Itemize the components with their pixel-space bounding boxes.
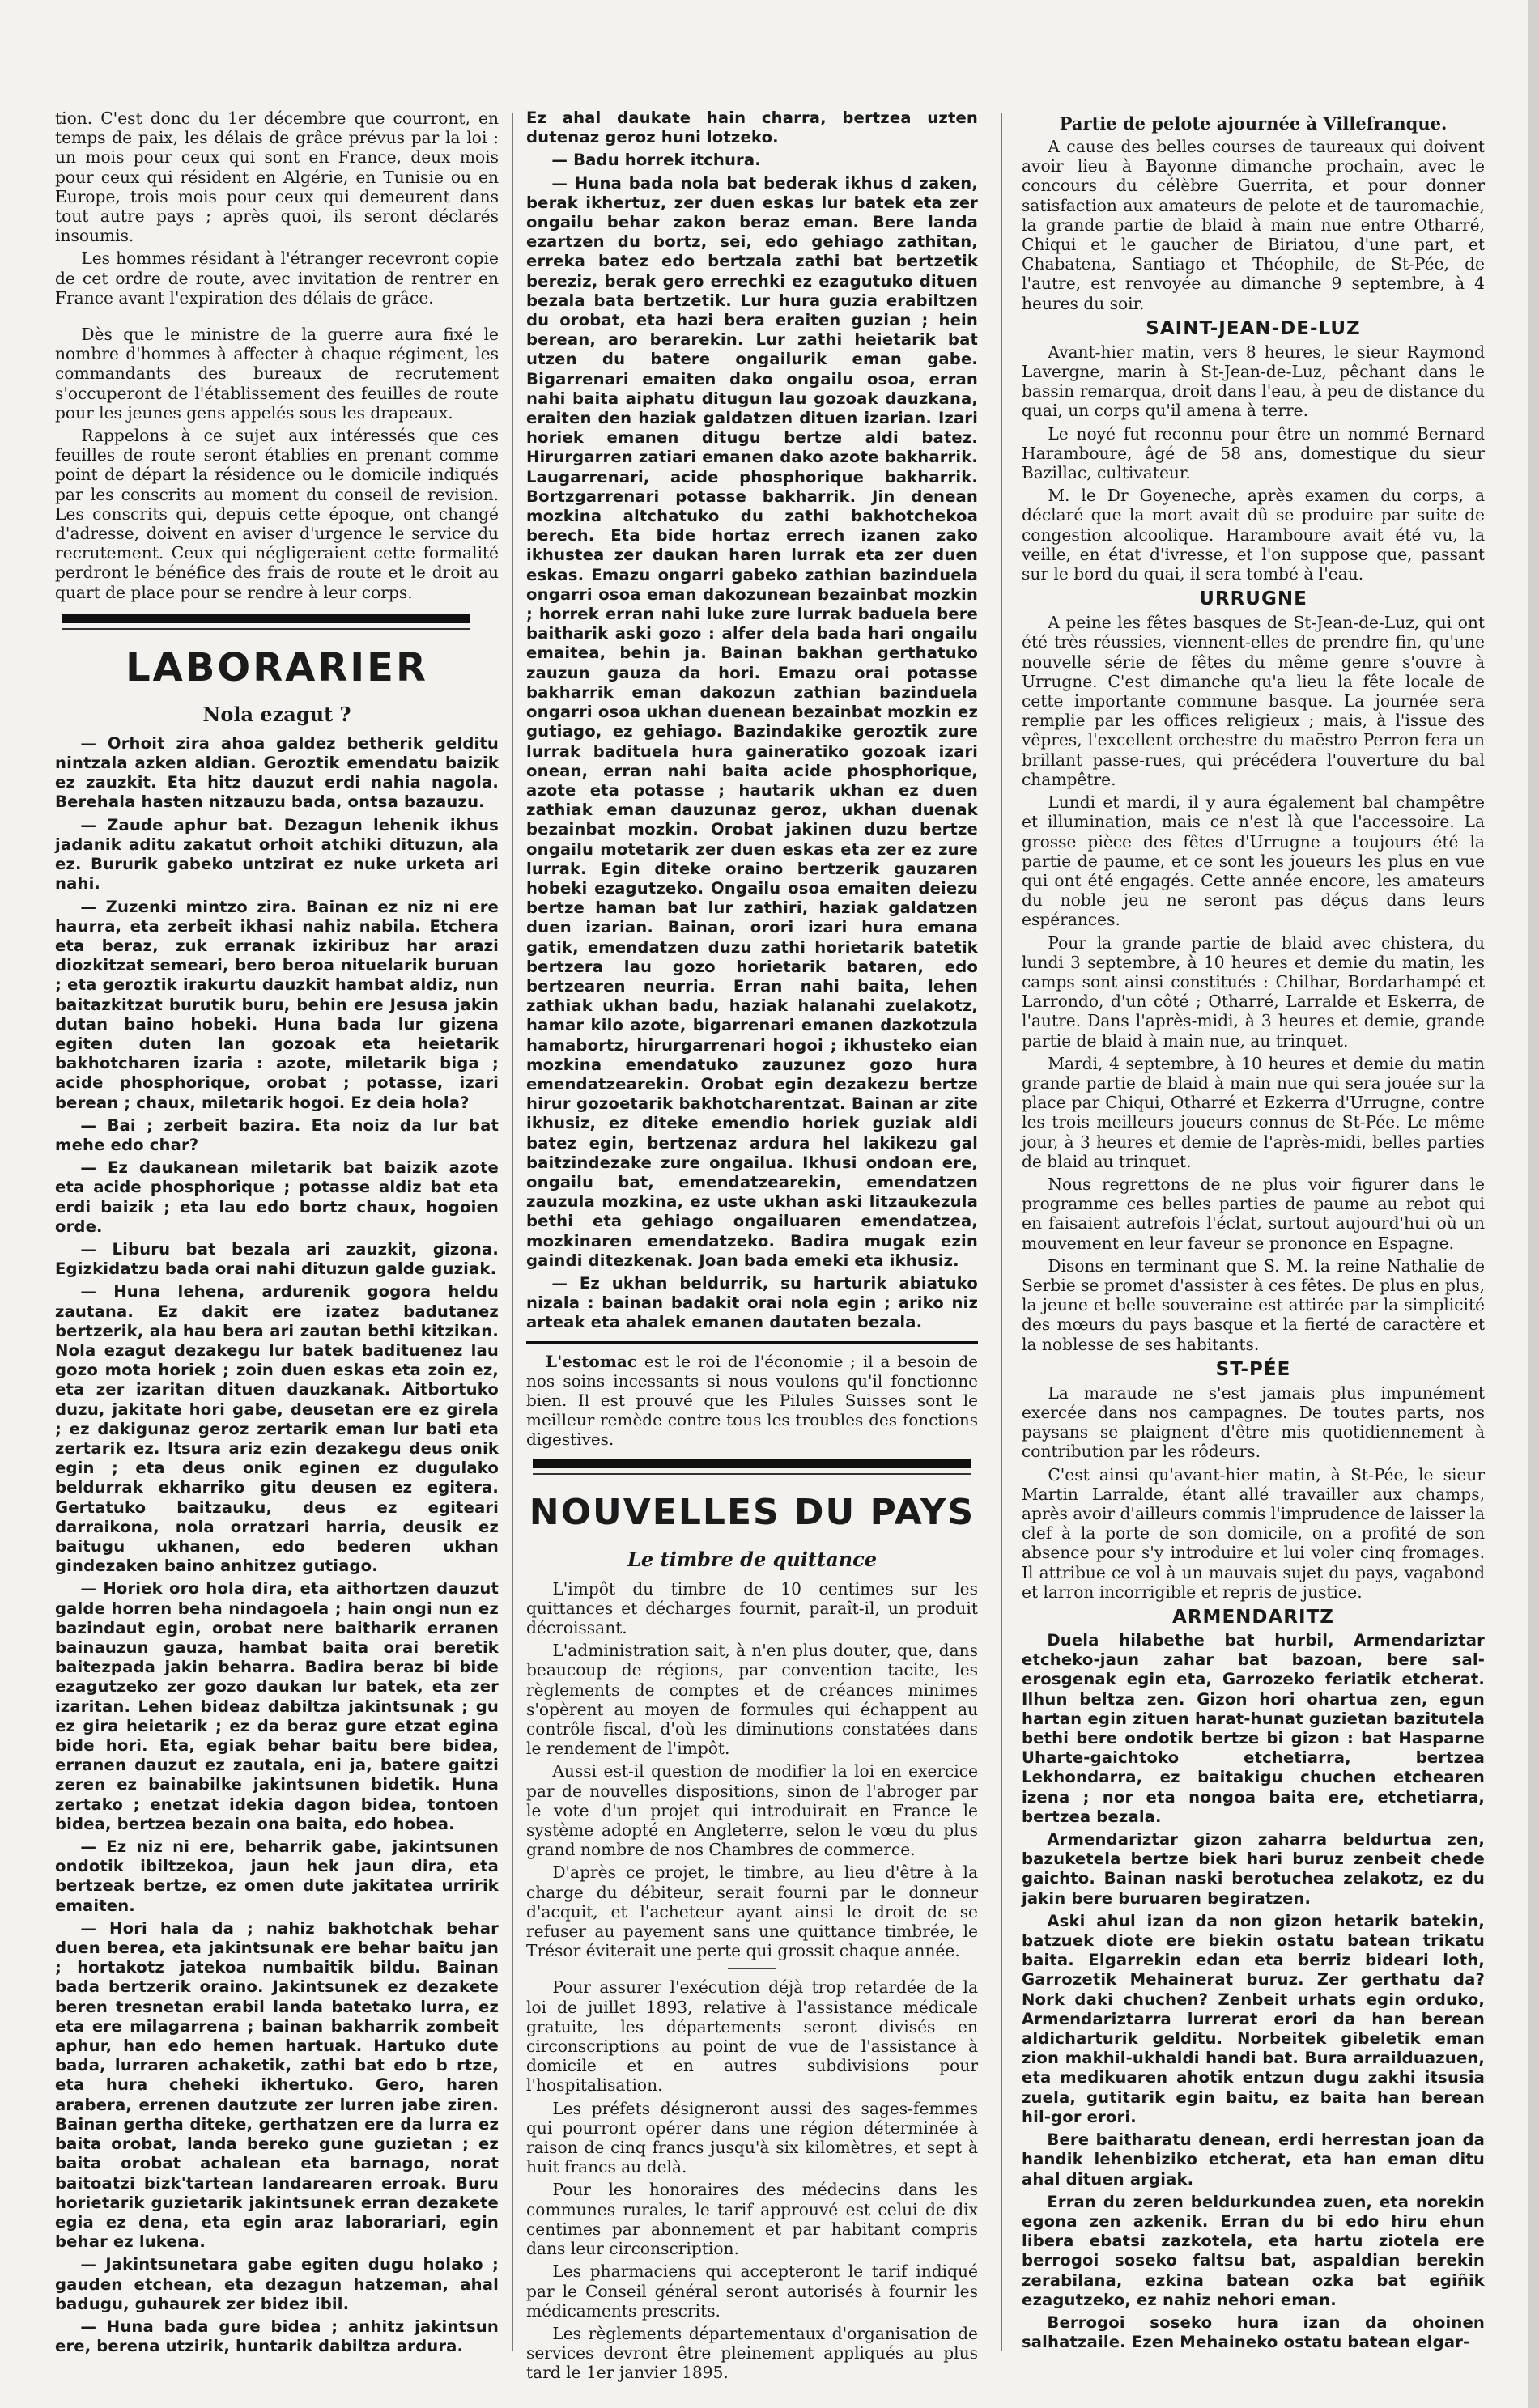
page-edge-shadow bbox=[1528, 0, 1539, 2408]
dialogue-paragraph: — Ez niz ni ere, beharrik gabe, jakintsunen ondotik ibiltzekoa, jaun hek jaun dira, eta bertzeak bertze, ez omen dute jakitatea urririk emaiten. bbox=[55, 1837, 499, 1915]
article-paragraph: L'impôt du timbre de 10 centimes sur les quittances et décharges fournit, paraît-il, un produit décroissant. bbox=[526, 1578, 978, 1637]
column-3 bbox=[1022, 108, 1485, 2359]
article-heading: Partie de pelote ajournée à Villefranque. bbox=[1059, 113, 1448, 134]
article-paragraph: C'est ainsi qu'avant-hier matin, à St-Pée, le sieur Martin Larralde, étant allé travailler aux champs, après avoir d'ailleurs commis l'imprudence de laisser la clef à la porte de son domicile, on a profité de son absence pour s'y introduire et lui voler cinq fromages. Il attribue ce vol à un mauvais sujet du pays, vagabond et larron incorrigible et repris de justice. bbox=[1022, 1464, 1485, 1602]
town-heading: ARMENDARITZ bbox=[1172, 1607, 1334, 1629]
article-paragraph: Les pharmaciens qui accepteront le tarif indiqué par le Conseil général seront autorisés à fournir les médicaments prescrits. bbox=[526, 2261, 978, 2321]
article-paragraph: Disons en terminant que S. M. la reine Nathalie de Serbie se promet d'assister à ces fêtes. De plus en plus, la jeune et belle souveraine est attirée par la simplicité des mœurs du pays basque et la fierté de caractère et la noblesse de ses habitants. bbox=[1022, 1255, 1485, 1354]
article-paragraph: Le noyé fut reconnu pour être un nommé Bernard Haramboure, âgé de 58 ans, domestique du sieur Bazillac, cultivateur. bbox=[1022, 423, 1485, 483]
dialogue-paragraph: Ez ahal daukate hain charra, bertzea uzten dutenaz geroz huni lotzeko. bbox=[526, 108, 978, 147]
dialogue-paragraph: — Orhoit zira ahoa galdez betherik gelditu nintzala azken aldian. Geroztik emendatu baizik ez zauzkit. Eta hitz dauzut erdi nahia nagola. Berehala hasten nitzauzu bada, ontsa bazauzu. bbox=[55, 733, 499, 812]
article-paragraph: Dès que le ministre de la guerre aura fixé le nombre d'hommes à affecter à chaque régiment, les commandants des bureaux de recrutement s'occuperont de l'établissement des feuilles de route pour les jeunes gens appelés sous les drapeaux. bbox=[55, 325, 499, 423]
dialogue-paragraph: — Jakintsunetara gabe egiten dugu holako ; gauden etchean, eta dezagun hatzeman, ahal badugu, guhaurek zer bidez ibil. bbox=[55, 2255, 499, 2313]
column-1 bbox=[55, 108, 499, 2359]
article-paragraph: M. le Dr Goyeneche, après examen du corps, a déclaré que la mort avait dû se produire par suite de congestion alcoolique. Haramboure avait été vu, la veille, en état d'ivresse, et l'on suppose que, passant sur le bord du quai, il sera tombé à l'eau. bbox=[1022, 486, 1485, 584]
article-paragraph: Les règlements départementaux d'organisation de services devront être pleinement appliqués au plus tard le 1er janvier 1895. bbox=[526, 2323, 978, 2383]
dialogue-paragraph: Berrogoi soseko hura izan da ohoinen salhatzaile. Ezen Mehaineko ostatu batean elgar- bbox=[1022, 2312, 1485, 2352]
dialogue-paragraph: Aski ahul izan da non gizon hetarik batekin, batzuek diote ere biekin ostatu batean trikatu baita. Elgarrekin edan eta berriz bideari loth, Garrozetik Mehainerat buruz. Zer gerthatu da? Nork daki chuchen? Zenbeit urhats egin orduko, Armendariztarra lurrerat erori da han berean aldicharturik gelditu. Norbeitek gibeletik eman zion makhil-ukhaldi handi bat. Bura arrailduazuen, eta medikuaren ahotik entzun dugu zakhi itsusia zuela, gutitarik egin baitu, ez baita han berean hil-gor erori. bbox=[1022, 1911, 1485, 2126]
town-heading: URRUGNE bbox=[1199, 588, 1307, 610]
article-paragraph: Nous regrettons de ne plus voir figurer dans le programme ces belles parties de paume au rebot qui en faisaient autrefois l'éclat, surtout aujourd'hui où un mouvement en leur faveur se prononce en Espagne. bbox=[1022, 1174, 1485, 1253]
dialogue-paragraph: Duela hilabethe bat hurbil, Armendariztar etcheko-jaun zahar bat bazoan, bere sal-erosgenak egin eta, Garrozeko feriatik etcherat. Ilhun beltza zen. Gizon hori ohartua zen, egun hartan egin zituen harat-hunat guzietan bazitutela bethi bere ondotik bertze bi gizon : bat Hasparne Uharte-gaichtoko etchetiarra, bertzea Lekhondarra, ez baitakigu chuchen etchearen izena ; nor eta nongoa baita ere, etchetiarra, bertzea bezala. bbox=[1022, 1631, 1485, 1826]
article-paragraph: A peine les fêtes basques de St-Jean-de-Luz, qui ont été très réussies, viennent-elles de prendre fin, qu'une nouvelle série de fêtes du même genre s'ouvre à Urrugne. C'est dimanche qu'a lieu la fête locale de cette importante commune basque. La journée sera remplie par les offices religieux ; mais, à l'issue des vêpres, l'excellent orchestre du maëstro Perron fera un brillant passe-rues, qui précédera l'ouverture du bal champêtre. bbox=[1022, 613, 1485, 789]
article-paragraph: D'après ce projet, le timbre, au lieu d'être à la charge du débiteur, serait fourni par le donneur d'acquit, et l'acheteur ayant ainsi le droit de se refuser au payement sans une quittance timbrée, le Trésor éviterait une perte qui grossit chaque année. bbox=[526, 1862, 978, 1961]
section-bar bbox=[62, 614, 470, 623]
article-paragraph: Lundi et mardi, il y aura également bal champêtre et illumination, mais ce n'est là que l'accessoire. La grosse pièce des fêtes d'Urrugne a toujours été la partie de paume, et ce sont les joueurs les plus en vue qui ont été engagés. Cette année encore, les amateurs du noble jeu ne seront pas déçus dans leurs espérances. bbox=[1022, 792, 1485, 930]
dialogue-paragraph: — Zaude aphur bat. Dezagun lehenik ikhus jadanik aditu zakatut orhoit atchiki dituzun, ala ez. Bururik gabeko untzirat ez nuke urketa ari nahi. bbox=[55, 815, 499, 894]
divider bbox=[728, 1968, 776, 1969]
column-2 bbox=[526, 108, 978, 2383]
dialogue-paragraph: Armendariztar gizon zaharra beldurtua zen, bazuketela bertze biek hari buruz zenbeit chede gaichto. Bainan naski berotuchea zelakotz, ez du jakin bere buruaren begiratzen. bbox=[1022, 1830, 1485, 1908]
dialogue-paragraph: — Huna lehena, ardurenik gogora heldu zautana. Ez dakit ere izatez badutanez bertzerik, ala hau bera ari zautan bethi kitzikan. Nola ezagut dezakegu lur batek badituenez lau gozo mota horiek ; zoin duen eskas eta zoin ez, eta zer izaritan dituen dauzkanak. Aitbortuko duzu, jakitate hori gabe, deusetan ere ez girela ; ez dakigunaz geroz zertarik eman lur bati eta zertarik ez. Itsura ariz ezin dezakegu deus onik egin ; eta deus onik eginen ez dugulako beldurrak ekharriko gitu deusen ez egitera. Gertatuko baitzauku, deus ez egiteari darraikona, nola orratzari harria, deusik ez baitugu ukhanen, edo bederen ukhan gindezaken baino anhitzez gutiago. bbox=[55, 1282, 499, 1576]
dialogue-paragraph: — Zuzenki mintzo zira. Bainan ez niz ni ere haurra, eta zerbeit ikhasi nahiz nabila. Etchera eta beraz, zuk erranak izkiribuz har arazi diozkitzat semeari, bero beroa nituelarik buruan ; eta geroztik irakurtu dauzkit hambat aldiz, nun baitazkitzat burutik buru, behin ere Jesusa jakin dutan baino hobeki. Huna bada lur gizena egiten duten lan gozoak eta heietarik bakhotcharen izaria : azote, miletarik biga ; acide phosphorique, orobat ; potasse, izari berean ; chaux, miletarik hogoi. Ez deia hola? bbox=[55, 897, 499, 1112]
article-title: Nola ezagut ? bbox=[202, 702, 351, 726]
article-paragraph: Pour les honoraires des médecins dans les communes rurales, le tarif approuvé est celui de dix centimes par abonnement et par habitant compris dans leur circonscription. bbox=[526, 2180, 978, 2259]
article-title: Le timbre de quittance bbox=[627, 1547, 877, 1571]
article-paragraph: tion. C'est donc du 1er décembre que courront, en temps de paix, les délais de grâce prévus par la loi : un mois pour ceux qui sont en France, deux mois pour ceux qui résident en Algérie, en Tunisie ou en Europe, trois mois pour ceux qui demeurent dans tout autre pays ; après quoi, ils seront déclarés insoumis. bbox=[55, 108, 499, 246]
dialogue-paragraph: — Ez daukanean miletarik bat baizik azote eta acide phosphorique ; potasse aldiz bat eta erdi baizik ; eta lau edo bortz chaux, hogoien orde. bbox=[55, 1158, 499, 1236]
dialogue-paragraph: — Bai ; zerbeit bazira. Eta noiz da lur bat mehe edo char? bbox=[55, 1115, 499, 1154]
section-title-nouvelles: NOUVELLES DU PAYS bbox=[529, 1491, 976, 1533]
article-paragraph: Pour la grande partie de blaid avec chistera, du lundi 3 septembre, à 10 heures et demie du matin, les camps sont ainsi constitués : Chilhar, Bordarhampé et Larrondo, d'un côté ; Otharré, Larralde et Eskerra, de l'autre. Dans l'après-midi, à 3 heures et demie, grande partie de blaid à main nue, au trinquet. bbox=[1022, 932, 1485, 1051]
section-bar-thin bbox=[533, 1473, 971, 1475]
article-paragraph: Aussi est-il question de modifier la loi en exercice par de nouvelles dispositions, sinon de l'abroger par le vote d'un projet qui introduirait en France le système adopté en Angleterre, selon le vœu du plus grand nombre de nos Chambres de commerce. bbox=[526, 1761, 978, 1860]
dialogue-paragraph: — Badu horrek itchura. bbox=[551, 151, 761, 170]
article-paragraph: La maraude ne s'est jamais plus impunément exercée dans nos campagnes. De toutes parts, nos paysans se plaignent d'être mis quotidiennement à contribution par les rôdeurs. bbox=[1022, 1382, 1485, 1462]
dialogue-paragraph: — Liburu bat bezala ari zauzkit, gizona. Egizkidatzu bada orai nahi dituzun galde guziak. bbox=[55, 1239, 499, 1279]
article-paragraph: A cause des belles courses de taureaux qui doivent avoir lieu à Bayonne dimanche prochain, avec le concours du célèbre Guerrita, et pour donner satisfaction aux amateurs de pelote et de tauromachie, la grande partie de blaid à main nue entre Otharré, Chiqui et le gaucher de Biriatou, d'une part, et Chabatena, Santiago et Théophile, de St-Pée, de l'autre, est renvoyée au dimanche 9 septembre, à 4 heures du soir. bbox=[1022, 137, 1485, 313]
column-rule bbox=[512, 113, 513, 2351]
dialogue-paragraph: Erran du zeren beldurkundea zuen, eta norekin egona zen azkenik. Erran du bi edo hiru ehun libera ebatsi zazkotela, eta hartu ziotela ere berrogoi soseko faltsu bat, aspaldian berekin zerabilana, ezkina batean ozka bat egiñik ezagutzeko, ez nahiz nehori eman. bbox=[1022, 2192, 1485, 2309]
dialogue-paragraph: — Ez ukhan beldurrik, su harturik abiatuko nizala : bainan badakit orai nola egin ; ariko niz arteak eta ahalek emanen dautaten bezala. bbox=[526, 1273, 978, 1332]
article-paragraph: Rappelons à ce sujet aux intéressés que ces feuilles de route seront établies en prenant comme point de départ la résidence ou le domicile indiqués par les conscrits au moment du conseil de revision. Les conscrits qui, depuis cette époque, ont changé d'adresse, doivent en aviser d'urgence le service du recrutement. Ceux qui négligeraient cette formalité perdront le bénéfice des frais de route et le droit au quart de place pour se rendre à leur corps. bbox=[55, 426, 499, 602]
section-title-laborarier: LABORARIER bbox=[125, 644, 428, 690]
advert-lead-word: L'estomac bbox=[546, 1351, 638, 1371]
article-paragraph: Les hommes résidant à l'étranger recevront copie de cet ordre de route, avec invitation de rentrer en France avant l'expiration des délais de grâce. bbox=[55, 248, 499, 308]
section-bar-thin bbox=[62, 628, 470, 630]
town-heading: SAINT-JEAN-DE-LUZ bbox=[1146, 317, 1361, 339]
advert-pilules-suisses bbox=[526, 1352, 978, 1449]
article-paragraph: L'administration sait, à n'en plus douter, que, dans beaucoup de régions, par convention tacite, les règlements de comptes et de créances minimes s'opèrent au moyen de formules qui échappent au contrôle fiscal, d'où les diminutions constatées dans le rendement de l'impôt. bbox=[526, 1641, 978, 1759]
town-heading: ST-PÉE bbox=[1215, 1358, 1291, 1380]
dialogue-paragraph: — Hori hala da ; nahiz bakhotchak behar duen berea, eta jakintsunak ere behar baitu jan ; hortakotz jatekoa numbaitik bildu. Bainan bada bertzerik oraino. Jakintsunek ez dezakete beren tresnetan erabil landa batetako lurra, ez eta ere milagarrena ; bainan bakharrik zombeit aphur, han edo hemen hartuak. Hartuko dute bada, lurraren achaketik, zathi bat edo b rtze, eta hura cheheki ikhertuko. Gero, haren arabera, errenen dautzute zer lurren jabe ziren. Bainan gertha diteke, gerthatzen ere da lurra ez baita orobat, landa bereko gune guzietan ; ez baita orobat achalean eta barnago, norat baitoatzi bizk'tartean landarearen erroak. Buru horietarik guzietarik jakintsunek erran dezakete egia ez dena, eta egin araz laborariari, egin behar ez lukena. bbox=[55, 1918, 499, 2252]
dialogue-paragraph: — Huna bada gure bidea ; anhitz jakintsun ere, berena utzirik, huntarik dabiltza ardura. bbox=[55, 2317, 499, 2356]
advert-text: est le roi de l'économie ; il a besoin de nos soins incessants si nous voulons qu'il fonctionne bien. Il est prouvé que les Pilules Suisses sont le meilleur remède contre tous les troubles des fonctions digestives. bbox=[526, 1351, 978, 1449]
article-paragraph: Mardi, 4 septembre, à 10 heures et demie du matin grande partie de blaid à main nue qui sera jouée sur la place par Chiqui, Otharré et Ezkerra d'Urrugne, contre les trois meilleurs joueurs connus de St-Pée. Le même jour, à 3 heures et demie de l'après-midi, belles parties de blaid au trinquet. bbox=[1022, 1053, 1485, 1171]
article-paragraph: Avant-hier matin, vers 8 heures, le sieur Raymond Lavergne, marin à St-Jean-de-Luz, pêchant dans le bassin remarqua, droit dans l'eau, à peu de distance du quai, un corps qu'il amena à terre. bbox=[1022, 342, 1485, 421]
article-paragraph: Les préfets désigneront aussi des sages-femmes qui pourront opérer dans une région déterminée à raison de cinq francs jusqu'à six kilomètres, et sept à huit francs au delà. bbox=[526, 2098, 978, 2177]
article-paragraph: Pour assurer l'exécution déjà trop retardée de la loi de juillet 1893, relative à l'assistance médicale gratuite, les départements seront divisés en circonscriptions au point de vue de l'assistance à domicile et en autres subdivisions pour l'hospitalisation. bbox=[526, 1977, 978, 2096]
section-bar bbox=[533, 1459, 971, 1468]
column-rule bbox=[1001, 113, 1002, 2351]
dialogue-paragraph: — Horiek oro hola dira, eta aithortzen dauzut galde horren beha nindagoela ; hain ongi nun ez bazindaut egin, orobat nere baitharik erranen bainauzun gauza, hambat baita orai beretik baitezpada jakin beharra. Badira beraz bi bide ezagutzeko zer gozo daukan lur batek, eta zer izaritan. Lehen bideaz dabiltza jakintsunak ; gu ez gira heietarik ; ez da beraz gure etzat egina bide hori. Eta, egiak behar baitu bere bidea, erranen dauzut ez zautala, eni ja, batere gaitzi zeren ez bainabilke jakintsunen bidetik. Huna zertako ; enetzat idekia dagon bidea, tontoen bidea, bertzea bezain ona baita, edo hobea. bbox=[55, 1579, 499, 1833]
dialogue-paragraph: — Huna bada nola bat bederak ikhus d zaken, berak ikhertuz, zer duen eskas lur batek eta zer ongailu behar zakon beraz eman. Bere landa ezartzen du bortz, sei, edo gehiago zathitan, erreka batez edo bertzala zathi bat bertzetik bereziz, berak gero errechki ez ezagutuko dituen bezala bata bertzetik. Lur hura guzia erabiltzen du orobat, eta hazi bera eraiten guzian ; hein berean, aro berarekin. Lur zathi heietarik bat utzen du batere ongailurik eman gabe. Bigarrenari emaiten dako ongailu osoa, erran nahi baita aiphatu ditugun lau gozoak dauzkana, eraiten den haziak galdatzen dituen izarian. Izari horiek emanen ditugu bertze aldi batez. Hirurgarren zatiari emanen dako azote bakharrik. Laugarrenari, acide phosphorique bakharrik. Bortzgarrenari potasse bakharrik. Jin denean mozkina altchatuko du zathi bakhotchekoa berech. Eta bide hortaz errech izanen zako ikhustea zer daukan haren lurrak eta zer duen eskas. Emazu ongarri gabeko zathian bazinduela ongarri osoa eman dakozunean bezainbat mozkin ; horrek erran nahi luke zure lurrak baduela bere baitharik aski gozo : alfer dela bada hari ongailu emaitea, behin ja. Bainan bakhan gerthatuko zauzun gauza da hori. Emazu orai potasse bakharrik eman dakozun zathian bazinduela ongarri osoa ukhan duenean bezainbat mozkin ez gutiago, ez gehiago. Bazindakike geroztik zure lurrak badituela hura gaineratiko gozoak izari onean, erran nahi baita acide phosphorique, azote eta potasse ; hautarik ukhan ez duen zathiak eman dauzunaz geroz, ukhan duenak bezainbat mozkin. Orobat jakinen duzu bertze ongailu motetarik zer duen eskas eta zer ez zure lurrak. Egin diteke oraino bertzerik gauzaren hobeki ezagutzeko. Ongailu osoa emaiten deiezu bertze haman bat lur zathiri, haziak galdatzen duen izarian. Bainan, orori izari hura emana gatik, emendatzen duzu zathi horietarik batetik bertzera lau gozo horietarik bataren, edo bertzearen neurria. Erran nahi baita, lehen zathiak ukhan badu, haziak halanahi zuelakotz, hamar kilo azote, bigarrenari emanen dazkotzula hamabortz, hirurgarrenari hogoi ; ikhusteko eian mozkina emendatuko zauzunez gozo hura emendatzearekin. Orobat egin dezakezu bertze hirur gozoetarik bakhotcharentzat. Bainan ar zite ikhusiz, ez diteke emendio horiek guziak aldi batez egin, bertzenaz ardura hel lakikezu gal baitzindezake zure ongailua. Ikhusi ondoan ere, ongailu bat, emendatzearekin, emendatzen zauzula mozkina, ez uste ukhan aski litzaukezula bethi eta gehiago ongailuaren emendatzea, mozkinaren emendatzeko. Badira mugak ezin gaindi ditezkenak. Joan bada emeki eta ikhusiz. bbox=[526, 173, 978, 1270]
advert-top-rule bbox=[526, 1341, 978, 1344]
dialogue-paragraph: Bere baitharatu denean, erdi herrestan joan da handik lehenbiziko etcherat, eta han eman ditu ahal dituen argiak. bbox=[1022, 2130, 1485, 2189]
